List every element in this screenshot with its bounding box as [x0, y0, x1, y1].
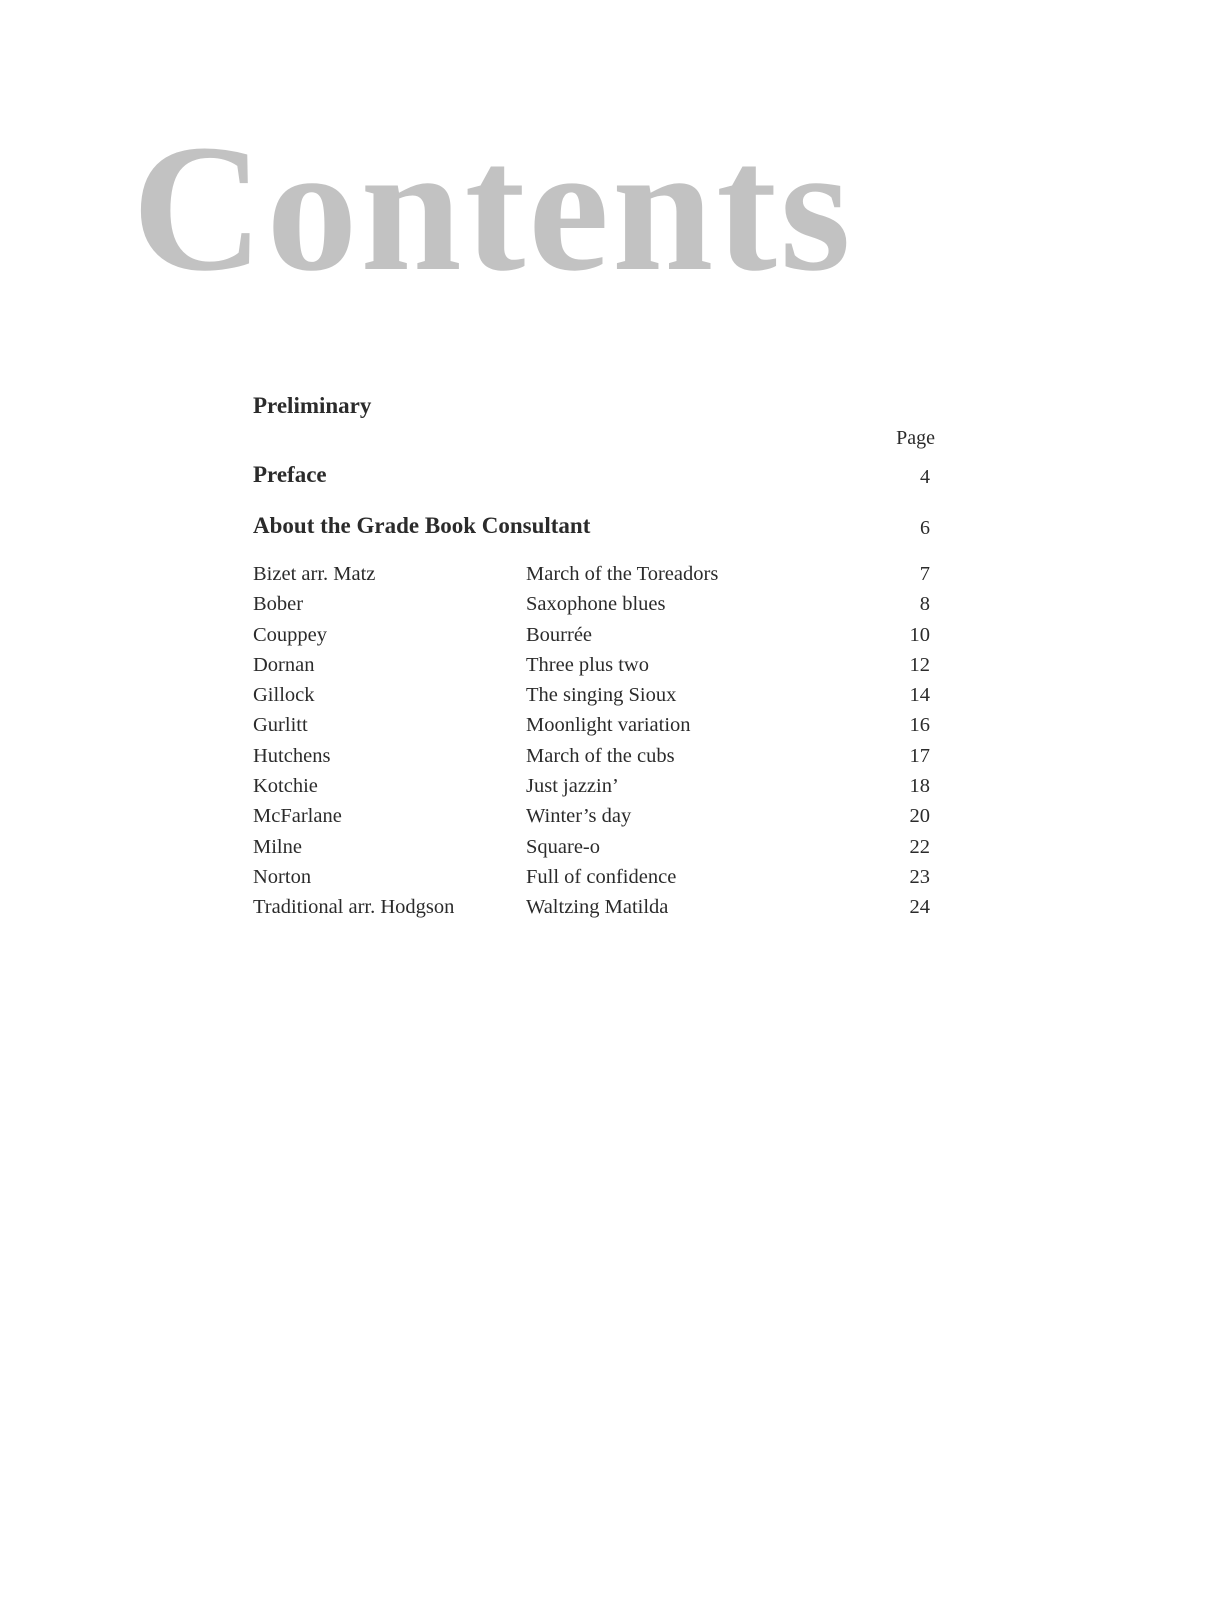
- toc-row[interactable]: [253, 896, 930, 926]
- toc-page-number: 23: [909, 865, 930, 888]
- toc-page-number: 20: [909, 805, 930, 828]
- toc-row[interactable]: [253, 654, 930, 684]
- toc-page-number: 16: [909, 714, 930, 737]
- toc-composer: Norton: [253, 865, 312, 888]
- toc-page-number: 8: [919, 593, 930, 616]
- toc-composer: McFarlane: [253, 805, 342, 828]
- toc-piece: Saxophone blues: [526, 593, 666, 616]
- toc-row[interactable]: [253, 775, 930, 805]
- toc-page-number: 22: [909, 835, 930, 858]
- toc-composer: Milne: [253, 835, 302, 858]
- toc-page-number: 24: [909, 896, 930, 919]
- toc-composer: Hutchens: [253, 744, 331, 767]
- toc-row[interactable]: [253, 714, 930, 744]
- toc-page-number: 14: [909, 684, 930, 707]
- toc-row[interactable]: [253, 624, 930, 654]
- toc-piece: Just jazzin’: [526, 775, 619, 798]
- toc-row[interactable]: [253, 866, 930, 896]
- toc-row[interactable]: [253, 684, 930, 714]
- toc-piece: March of the cubs: [526, 744, 675, 767]
- toc-composer: Couppey: [253, 623, 328, 646]
- toc-row[interactable]: [253, 745, 930, 775]
- toc-page-number: 10: [909, 623, 930, 646]
- toc-row[interactable]: [253, 563, 930, 593]
- toc-row[interactable]: [253, 805, 930, 835]
- front-matter-page: 6: [920, 517, 930, 539]
- page-title: Contents: [132, 108, 854, 309]
- toc-row[interactable]: [253, 836, 930, 866]
- toc-piece: Waltzing Matilda: [526, 896, 669, 919]
- toc-composer: Traditional arr. Hodgson: [253, 896, 455, 919]
- toc-page-number: 7: [919, 563, 930, 585]
- toc-composer: Bober: [253, 593, 304, 616]
- front-matter-label: About the Grade Book Consultant: [253, 513, 591, 538]
- front-matter-label: Preface: [253, 462, 327, 487]
- toc-page-number: 12: [909, 653, 930, 676]
- toc-piece: Moonlight variation: [526, 714, 691, 737]
- toc-piece: March of the Toreadors: [526, 563, 719, 585]
- preliminary-heading: Preliminary: [253, 393, 372, 418]
- toc-list: [253, 563, 930, 927]
- toc-page-number: 18: [909, 775, 930, 798]
- toc-composer: Bizet arr. Matz: [253, 563, 376, 585]
- toc-page-number: 17: [909, 744, 930, 767]
- toc-row[interactable]: [253, 593, 930, 623]
- toc-piece: Winter’s day: [526, 805, 632, 828]
- toc-piece: Three plus two: [526, 653, 649, 676]
- toc-composer: Kotchie: [253, 775, 318, 798]
- toc-composer: Gurlitt: [253, 714, 308, 737]
- toc-composer: Dornan: [253, 653, 315, 676]
- toc-composer: Gillock: [253, 684, 315, 707]
- toc-piece: Full of confidence: [526, 865, 677, 888]
- toc-piece: Bourrée: [526, 623, 593, 646]
- page-column-label: Page: [896, 427, 935, 449]
- toc-piece: Square-o: [526, 835, 601, 858]
- toc-piece: The singing Sioux: [526, 684, 677, 707]
- front-matter-page: 4: [920, 466, 930, 488]
